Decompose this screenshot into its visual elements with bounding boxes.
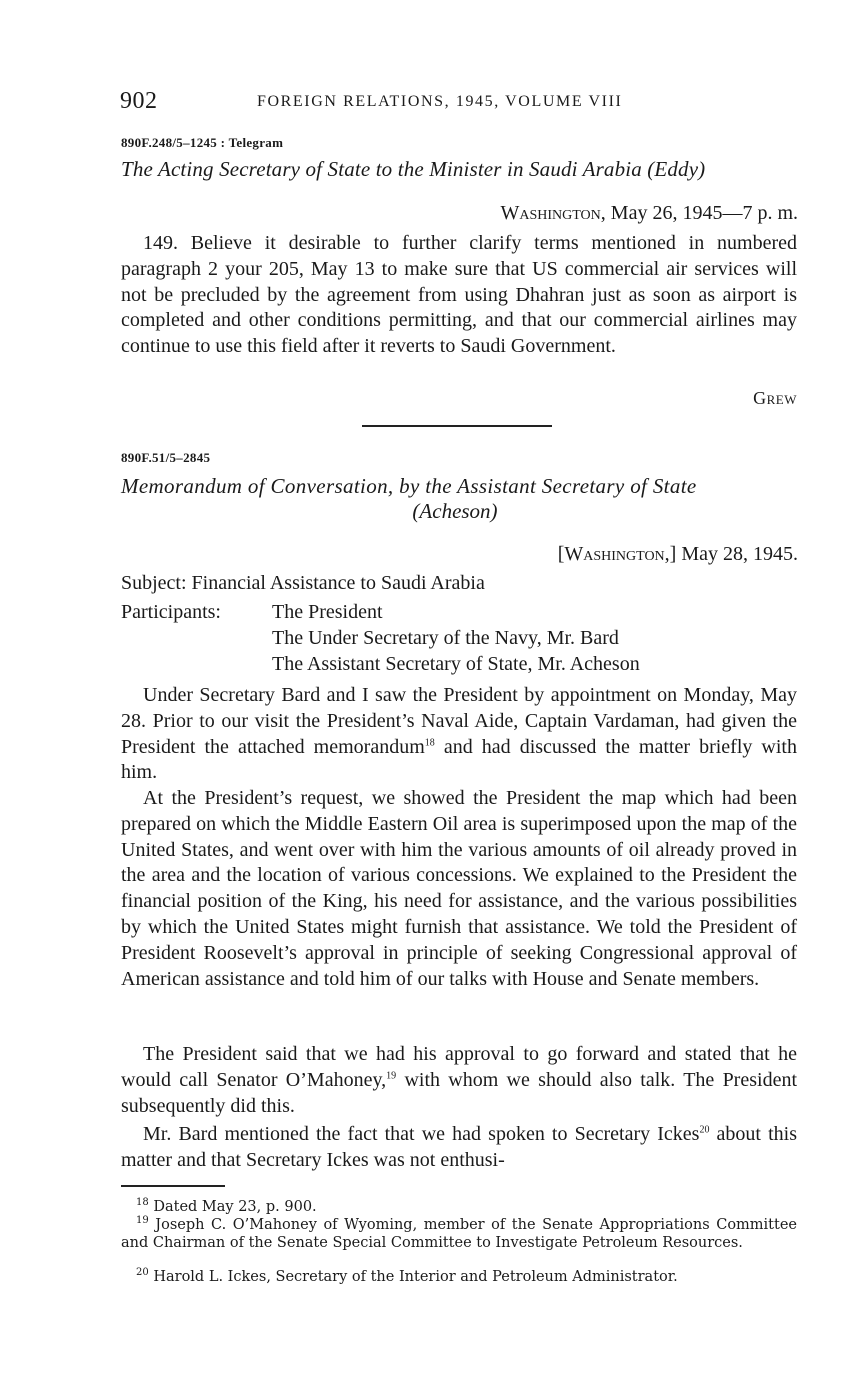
participant-2: The Under Secretary of the Navy, Mr. Bard — [272, 627, 619, 649]
footnote-20: $^{20}$ Harold L. Ickes, Secretary of the Interior and Petroleum Administrator. — [136, 1267, 678, 1285]
page-header — [120, 88, 800, 118]
doc1-file-reference: 890F.248/5–1245 : Telegram — [121, 135, 284, 150]
participants-line: Participants: The President — [121, 601, 383, 623]
participant-3: The Assistant Secretary of State, Mr. Acheson — [272, 653, 640, 675]
paragraph-3: The President said that we had his approval to go forward and stated that he would call Senator O’Mahoney,$^{19}$ with whom we should also talk. The President subsequently did this. — [121, 1043, 797, 1117]
doc2-title-line1: Memorandum of Conversation, by the Assistant Secretary of State — [121, 474, 697, 498]
doc1-dateline: Washington, May 26, 1945—7 p. m. — [500, 202, 798, 224]
section-divider — [362, 425, 552, 427]
footnote-ref-20: 20 — [699, 1124, 710, 1136]
running-head: FOREIGN RELATIONS, 1945, VOLUME VIII — [257, 93, 623, 110]
doc1-body: 149. Believe it desirable to further clarify terms mentioned in numbered paragraph 2 your 205, May 13 to make sure that US commercial air services will not be precluded by the agreement from using Dhahran just as soon as airport is completed and other conditions permitting, and that our commercial airlines may continue to use this field after it reverts to Saudi Government. — [121, 232, 797, 358]
page-number: 902 — [120, 88, 158, 114]
doc1-signature: Grew — [753, 388, 797, 408]
footnote-divider — [121, 1185, 225, 1187]
subject-line: Subject: Financial Assistance to Saudi Arabia — [121, 572, 485, 594]
paragraph-4: Mr. Bard mentioned the fact that we had spoken to Secretary Ickes$^{20}$ about this matter and that Secretary Ickes was not enthusi- — [121, 1123, 797, 1171]
doc2-title-line2: (Acheson) — [412, 499, 498, 523]
footnote-ref-18: 18 — [424, 736, 435, 748]
paragraph-1: Under Secretary Bard and I saw the President by appointment on Monday, May 28. Prior to our visit the President’s Naval Aide, Captain Vardaman, had given the President the attached memorandum$^{18}$ and had discussed the matter briefly with him. — [121, 684, 797, 784]
footnote-18: $^{18}$ Dated May 23, p. 900. — [136, 1197, 317, 1215]
doc2-file-reference: 890F.51/5–2845 — [121, 450, 211, 465]
doc1-title: The Acting Secretary of State to the Minister in Saudi Arabia (Eddy) — [121, 157, 706, 181]
footnote-ref-19: 19 — [386, 1070, 397, 1082]
footnote-19: $^{19}$ Joseph C. O’Mahoney of Wyoming, member of the Senate Appropriations Committee and Chairman of the Senate Special Committee to Investigate Petroleum Resources. — [121, 1215, 798, 1251]
doc2-dateline: [Washington,] May 28, 1945. — [557, 543, 798, 565]
paragraph-2: At the President’s request, we showed the President the map which had been prepared on which the Middle Eastern Oil area is superimposed upon the map of the United States, and went over with him the various amounts of oil already proved in the area and the location of various concessions. We explained to the President the financial position of the King, his need for assistance, and the various possibilities by which the United States might furnish that assistance. We told the President of President Roosevelt’s approval in principle of seeking Congressional approval of American assistance and told him of our talks with House and Senate members. — [121, 787, 797, 990]
